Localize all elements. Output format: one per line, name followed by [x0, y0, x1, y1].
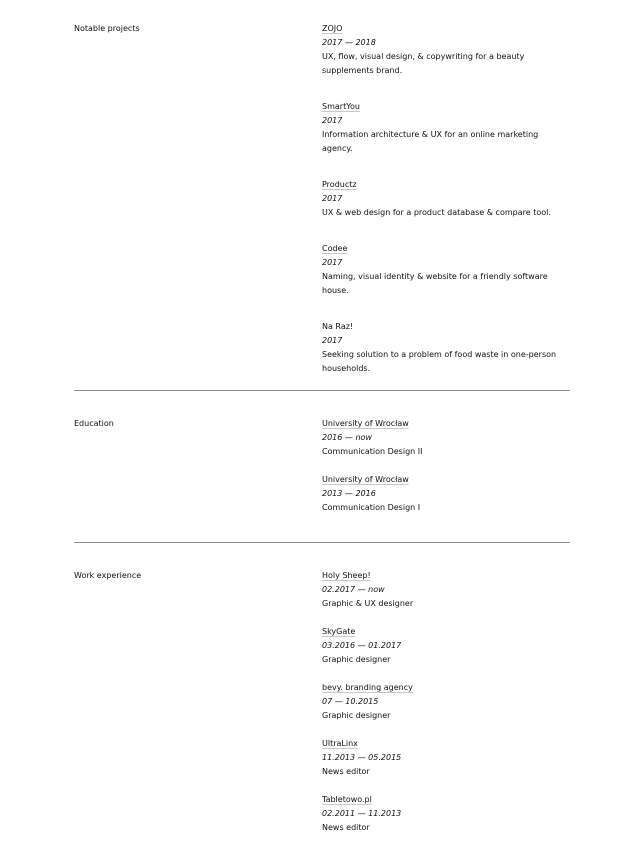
work-role: Graphic & UX designer: [322, 599, 414, 608]
work-link-tabletowo[interactable]: Tabletowo.pl: [322, 795, 372, 804]
education-description: Communication Design I: [322, 503, 421, 512]
education-description: Communication Design II: [322, 447, 423, 456]
project-link-codee[interactable]: Codee: [322, 244, 348, 253]
work-date: 03.2016 — 01.2017: [322, 641, 402, 650]
work-link-bevy[interactable]: bevy. branding agency: [322, 683, 413, 692]
section-title-education: Education: [74, 419, 114, 428]
work-link-holy-sheep[interactable]: Holy Sheep!: [322, 571, 371, 580]
work-role: News editor: [322, 767, 370, 776]
section-title-work-experience: Work experience: [74, 571, 142, 580]
work-link-skygate[interactable]: SkyGate: [322, 627, 356, 636]
work-date: 11.2013 — 05.2015: [322, 753, 402, 762]
project-date: 2017: [322, 258, 343, 267]
project-link-productz[interactable]: Productz: [322, 180, 357, 189]
project-description: Information architecture & UX for an online marketing agency.: [322, 130, 539, 153]
work-list: [322, 569, 568, 849]
project-entry: [322, 242, 568, 298]
project-description: Naming, visual identity & website for a friendly software house.: [322, 272, 548, 295]
work-entry: [322, 737, 568, 779]
project-entry: [322, 320, 568, 376]
section-divider: [74, 390, 570, 391]
work-entry: [322, 569, 568, 611]
education-entry: [322, 417, 568, 459]
project-date: 2017: [322, 116, 343, 125]
project-date: 2017: [322, 194, 343, 203]
section-divider: [74, 542, 570, 543]
project-description: UX & web design for a product database & compare tool.: [322, 208, 551, 217]
project-entry: [322, 100, 568, 156]
work-entry: [322, 625, 568, 667]
project-description: UX, flow, visual design, & copywriting for a beauty supplements brand.: [322, 52, 525, 75]
work-date: 02.2011 — 11.2013: [322, 809, 402, 818]
work-entry: [322, 681, 568, 723]
project-link-zojo[interactable]: ZOJO: [322, 24, 343, 33]
work-role: Graphic designer: [322, 711, 391, 720]
work-role: News editor: [322, 823, 370, 832]
work-link-ultralinx[interactable]: UltraLinx: [322, 739, 358, 748]
education-date: 2016 — now: [322, 433, 372, 442]
project-entry: [322, 178, 568, 220]
education-list: [322, 417, 568, 529]
education-entry: [322, 473, 568, 515]
project-date: 2017: [322, 336, 343, 345]
project-description: Seeking solution to a problem of food waste in one-person households.: [322, 350, 557, 373]
education-date: 2013 — 2016: [322, 489, 376, 498]
projects-list: [322, 22, 568, 398]
project-date: 2017 — 2018: [322, 38, 376, 47]
work-entry: [322, 793, 568, 835]
work-date: 07 — 10.2015: [322, 697, 379, 706]
project-entry: [322, 22, 568, 78]
work-date: 02.2017 — now: [322, 585, 385, 594]
education-link-university[interactable]: University of Wrocław: [322, 419, 409, 428]
project-title-na-raz: Na Raz!: [322, 322, 354, 331]
project-link-smartyou[interactable]: SmartYou: [322, 102, 360, 111]
work-role: Graphic designer: [322, 655, 391, 664]
section-title-notable-projects: Notable projects: [74, 24, 140, 33]
education-link-university[interactable]: University of Wrocław: [322, 475, 409, 484]
